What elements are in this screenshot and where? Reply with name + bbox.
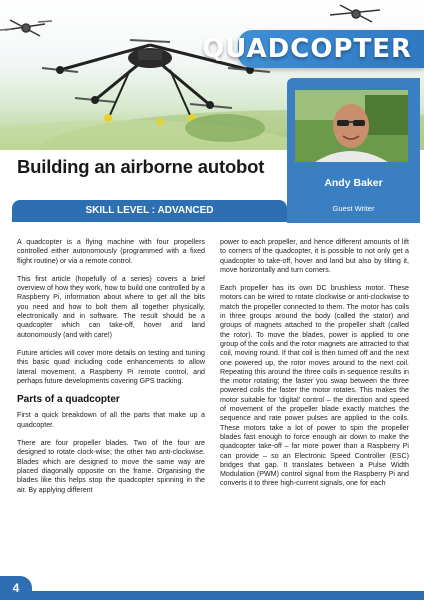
paragraph: First a quick breakdown of all the parts that make up a quadcopter.: [17, 411, 205, 429]
right-quadcopter: [330, 5, 380, 22]
small-quadcopter: [0, 20, 52, 36]
banner-title: QUADCOPTER: [202, 34, 412, 64]
paragraph: Future articles will cover more details on testing and tuning this basic quad including code enhancements to allow lateral movement, a Raspberry Pi remote control, and perhaps future developments covering GPS tracking.: [17, 348, 205, 385]
skill-level-bar: [12, 200, 287, 222]
author-name: Andy Baker: [324, 177, 383, 189]
right-column: [220, 238, 409, 498]
footer-bar: [32, 591, 424, 600]
skill-level-label: SKILL LEVEL : ADVANCED: [85, 205, 214, 216]
section-heading: Parts of a quadcopter: [17, 394, 120, 406]
section-banner: [202, 30, 424, 68]
paragraph: There are four propeller blades. Two of the four are designed to rotate clock-wise; the other two anti-clockwise. Blades which are designed to move the same way are placed diagonally opposite on the frame. Organising the blades like this helps stop the quadcopter spinning in the air. By applying different: [17, 439, 205, 494]
author-role: Guest Writer: [332, 204, 375, 213]
paragraph: power to each propeller, and hence different amounts of lift to corners of the quadcopter, it is possible to not only get a quadcopter to take-off, hover and land but also by tilting it, move horizontally and turn corners.: [220, 238, 409, 274]
author-photo: [295, 90, 408, 162]
paragraph: Each propeller has its own DC brushless motor. These motors can be wired to rotate clockwise or anti-clockwise to match the propeller connected to them. The motor has coils in three groups around the body (called the stator) and groups of magnets attached to the propeller shaft (called the rotor). To move the blades, power is applied to one group of the coils and the rotor magnets are attracted to that coil, moving round. If that coil is then turned off and the next one powered up, the rotor moves around to the next coil. Repeating this around the three coils in sequence results in the motor rotating; the faster you swap between the three powered coils the faster the motor rotates. This makes the motor suitable for 'digital' control – the direction and speed of movement of the propeller blade exactly matches the sequence and rate power pulses are applied to the coils. These motors take a lot of power to spin the propeller blades fast enough to force enough air down to make the quadcopter take-off – far more power than a Raspberry Pi can provide – so an Electronic Speed Controller (ESC) bridges that gap. It translates between a Pulse Width Modulation (PWM) control signal from the Raspberry Pi and converts it to three high-current signals, one for each: [220, 284, 409, 488]
left-column: [17, 238, 205, 504]
paragraph: A quadcopter is a flying machine with four propellers controlled either autonomously (programmed with a fixed flight routine) or via a remote control.: [17, 238, 205, 265]
page-number: 4: [0, 576, 32, 600]
paragraph: This first article (hopefully of a series) covers a brief overview of how they work, how to build one controlled by a Raspberry Pi, information about where to get all the bits you need and how to bolt them all together physically, electronically and in software. The result should be a quadcopter which can take-off, hover and land autonomously (and with care!): [17, 274, 205, 339]
article-title: Building an airborne autobot: [17, 156, 265, 177]
